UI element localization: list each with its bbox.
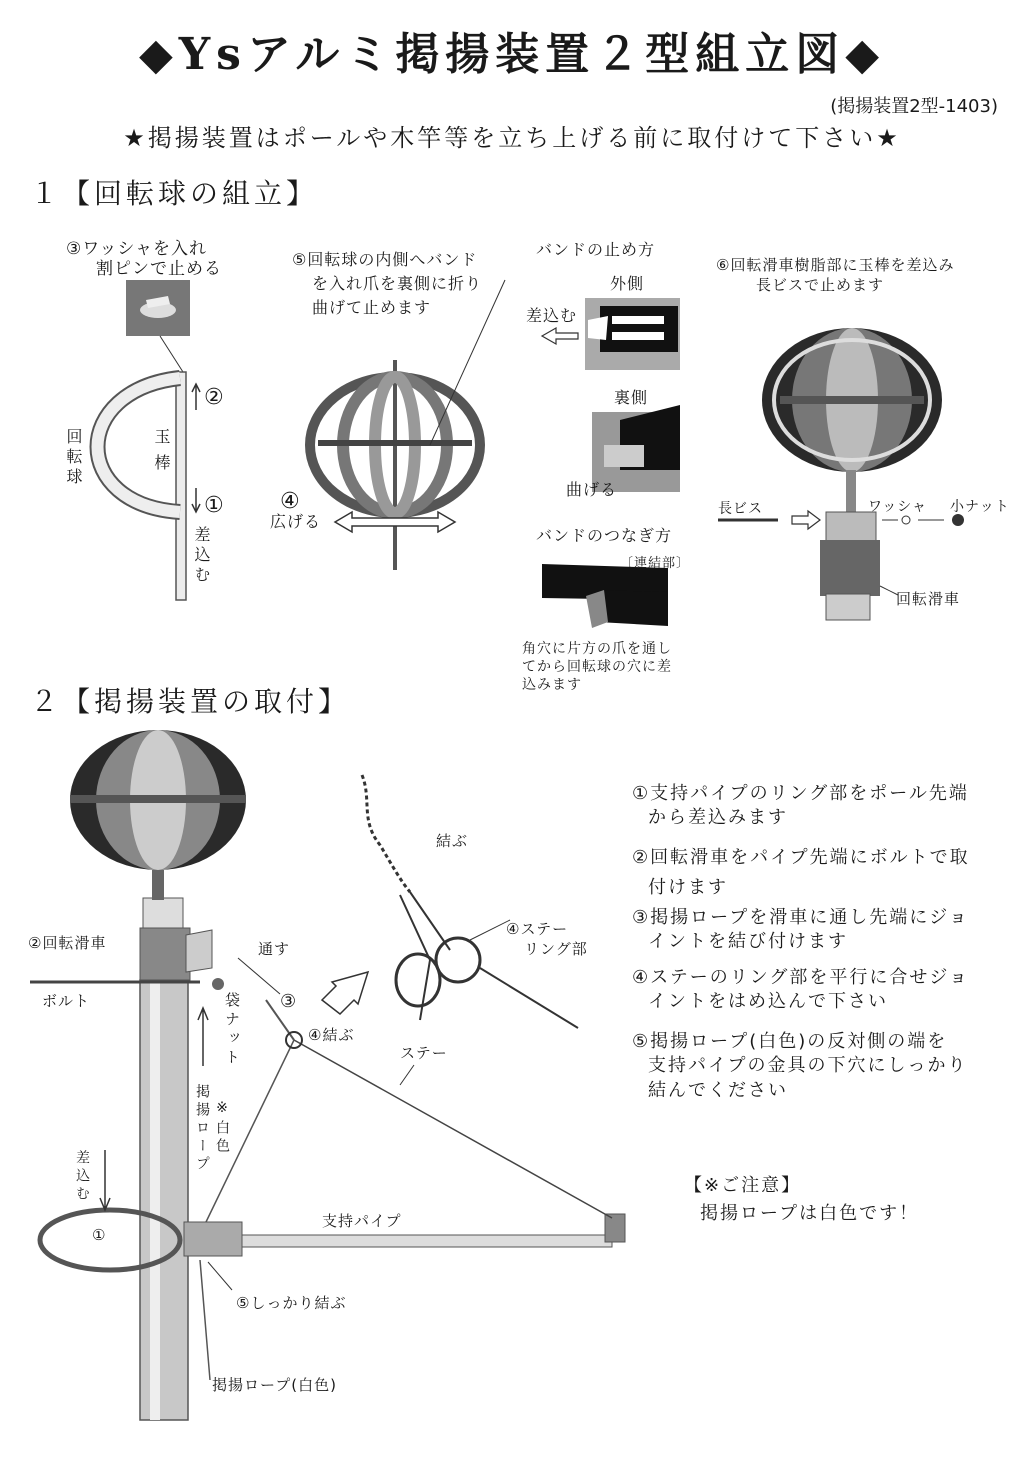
band-join-note-2: てから回転球の穴に差 [522, 659, 672, 675]
white-color-note: ※白色 [214, 1100, 230, 1156]
step1-marker: ① [92, 1226, 107, 1244]
tie-label: 結ぶ [436, 832, 469, 850]
step4-number: ④ [280, 489, 301, 514]
joint-part-label: 〔連結部〕 [620, 556, 691, 571]
small-nut-label: 小ナット [950, 499, 1010, 515]
stay-label: ステー [400, 1044, 448, 1062]
step6-label-1: ⑥回転滑車樹脂部に玉棒を差込み [716, 256, 955, 274]
band-stop-title: バンドの止め方 [536, 240, 656, 259]
arrow-left-icon [542, 328, 578, 344]
rotating-ball-assembled [762, 328, 942, 620]
caution-title: 【※ご注意】 [684, 1175, 802, 1196]
backside-label: 裏側 [614, 388, 649, 407]
instruction-step-2: ②回転滑車をパイプ先端にボルトで取 付けます [632, 847, 970, 899]
step6-label-2: 長ビスで止めます [756, 276, 885, 294]
cap-nut-label: 袋ナット [223, 992, 241, 1068]
long-screw-label: 長ビス [718, 501, 763, 517]
rope-joint-detail [362, 775, 578, 1028]
outside-label: 外側 [610, 274, 645, 293]
arrow-down-icon [192, 488, 200, 512]
caution-text: 掲揚ロープは白色です！ [700, 1203, 920, 1224]
bolt-label: ボルト [42, 992, 91, 1010]
step3-label-1: ③ワッシャを入れ [66, 239, 208, 259]
stay-ring-label-2: リング部 [524, 940, 588, 958]
notice-banner: ★掲揚装置はポールや木竿等を立ち上げる前に取付けて下さい★ [123, 124, 901, 152]
step3-label-2: 割ピンで止める [96, 259, 222, 279]
page-title: ◆Ysアルミ掲揚装置２型組立図◆ [138, 29, 886, 80]
section1-heading: １【回転球の組立】 [30, 177, 319, 210]
document-id: (掲揚装置2型-1403) [830, 96, 998, 117]
arrow-up-icon [192, 384, 200, 410]
band-outside-photo [585, 298, 680, 370]
instruction-step-1: ①支持パイプのリング部をポール先端 から差込みます [632, 783, 969, 829]
insert-label-3: 差込む [74, 1150, 90, 1204]
band-join-photo [542, 564, 668, 628]
ball-label: 回転球 [64, 428, 83, 488]
step1-number: ① [204, 493, 225, 518]
pass-through-label: 通す [258, 940, 291, 958]
bend-label: 曲げる [566, 480, 618, 499]
washer-label: ワッシャ [868, 499, 928, 515]
step5-label-2: を入れ爪を裏側に折り [312, 274, 483, 293]
support-pipe-label: 支持パイプ [322, 1212, 402, 1230]
step5-label-1: ⑤回転球の内側へバンド [292, 250, 478, 269]
arrow-right-icon [792, 511, 820, 529]
band-join-note-3: 込みます [522, 677, 582, 693]
band-join-title: バンドのつなぎ方 [536, 526, 673, 545]
step2-number: ② [204, 385, 225, 410]
pulley-label: 回転滑車 [896, 590, 961, 608]
band-join-note-1: 角穴に片方の爪を通し [522, 641, 672, 657]
hoist-rope-label: 掲揚ロープ [194, 1084, 210, 1174]
instruction-step-5: ⑤掲揚ロープ(白色)の反対側の端を 支持パイプの金具の下穴にしっかり 結んでください [632, 1031, 968, 1101]
insert-label: 差込む [192, 526, 211, 586]
tie-label-4: ④結ぶ [308, 1026, 355, 1044]
spread-label: 広げる [270, 512, 322, 531]
tie-firmly-label: ⑤しっかり結ぶ [236, 1294, 347, 1312]
instruction-step-3: ③掲揚ロープを滑車に通し先端にジョ イントを結び付けます [632, 907, 969, 953]
rod-tamabo [98, 372, 187, 600]
insert-label-2: 差込む [526, 306, 578, 325]
step3-marker: ③ [280, 991, 298, 1012]
rod-label: 玉棒 [152, 428, 171, 480]
pulley-label-2: ②回転滑車 [28, 934, 107, 952]
band-backside-photo [592, 405, 680, 492]
hoist-rope-bottom-label: 掲揚ロープ(白色) [212, 1376, 337, 1394]
step5-label-3: 曲げて止めます [312, 298, 432, 317]
stay-ring-label-1: ④ステー [506, 920, 569, 938]
instruction-step-4: ④ステーのリング部を平行に合せジョ イントをはめ込んで下さい [632, 967, 970, 1013]
pole-assembly [30, 730, 625, 1420]
diagonal-arrow-icon [322, 972, 368, 1014]
section2-heading: ２【掲揚装置の取付】 [30, 685, 351, 718]
split-pin-photo [126, 280, 190, 336]
